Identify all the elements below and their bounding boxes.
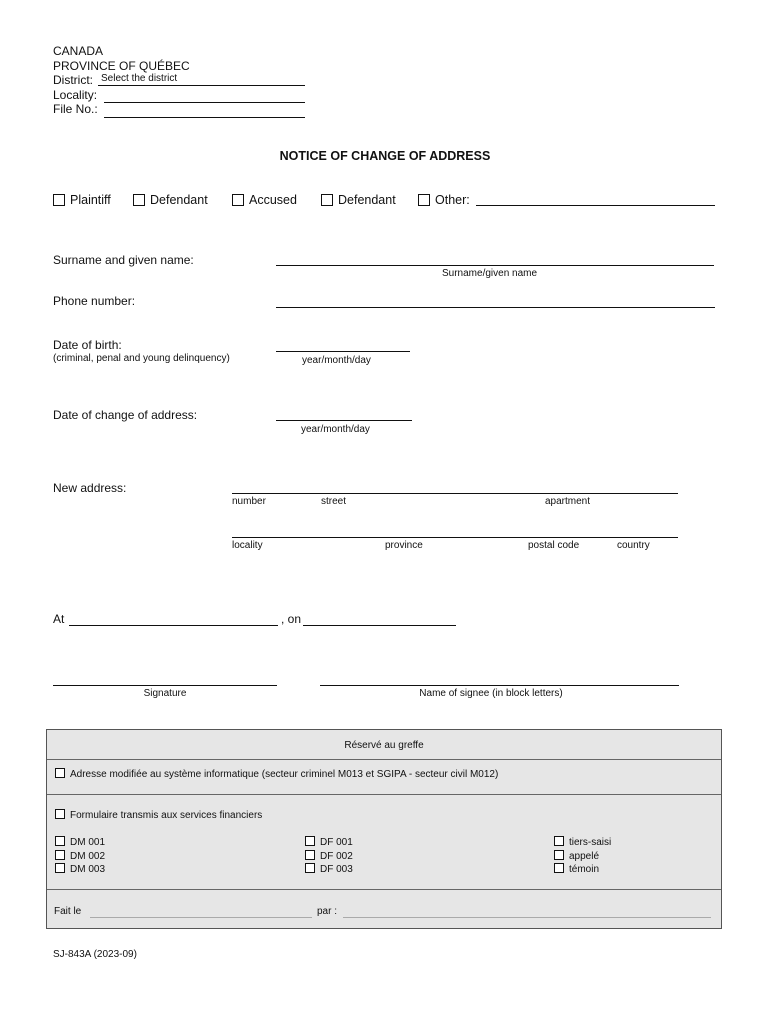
dob-label: Date of birth: [53,338,122,352]
addr-province-caption: province [385,540,423,551]
appele-label: appelé [569,850,600,862]
checkbox-icon [55,809,65,819]
df-001-label: DF 001 [320,837,353,848]
par-field[interactable] [343,905,711,918]
divider [47,759,721,760]
other-label: Other: [435,193,470,207]
checkbox-icon [133,194,145,206]
fait-le-label: Fait le [54,906,82,917]
defendant2-label: Defendant [338,193,396,207]
checkbox-icon [55,836,65,846]
checkbox-icon [321,194,333,206]
form-code: SJ-843A (2023-09) [53,949,137,960]
temoin-label: témoin [569,864,600,875]
tiers-saisi-checkbox[interactable] [554,836,611,850]
dm-column [55,836,105,877]
phone-field[interactable] [276,294,715,308]
tiers-saisi-label: tiers-saisi [569,837,612,848]
modified-label: Adresse modifiée au système informatique (secteur criminel M013 et SGIPA - secteur civil M012) [70,769,499,780]
appele-checkbox[interactable] [554,850,611,864]
plaintiff-label: Plaintiff [70,193,111,207]
addr-street-caption: street [321,496,347,507]
addr-locality-caption: locality [232,540,263,551]
registry-title: Réservé au greffe [344,740,424,751]
change-date-label: Date of change of address: [53,408,198,422]
checkbox-icon [55,850,65,860]
checkbox-icon [554,850,564,860]
df-002-checkbox[interactable] [305,850,353,864]
checkbox-icon [53,194,65,206]
other-field[interactable] [476,192,715,206]
df-column [305,836,353,877]
address-line2-field[interactable] [232,524,678,538]
df-003-checkbox[interactable] [305,863,353,877]
address-label: New address: [53,481,127,495]
other-checkbox[interactable] [418,193,470,207]
signee-name-field[interactable] [320,672,679,686]
addr-number-caption: number [232,496,266,507]
district-label: District: [53,73,93,87]
transmitted-checkbox[interactable] [55,809,262,821]
dm-002-label: DM 002 [70,850,106,862]
df-001-checkbox[interactable] [305,836,353,850]
par-label: par : [317,906,338,917]
defendant-label: Defendant [150,193,208,207]
fait-le-field[interactable] [90,905,312,918]
checkbox-icon [554,836,564,846]
at-label: At [53,612,65,626]
dob-field[interactable] [276,338,410,352]
file-number-field[interactable] [104,103,305,118]
change-date-field[interactable] [276,407,412,421]
dm-002-checkbox[interactable] [55,850,105,864]
checkbox-icon [554,863,564,873]
dob-caption: year/month/day [302,355,371,366]
signee-caption: Name of signee (in block letters) [419,688,563,699]
country-text: CANADA [53,44,104,58]
phone-label: Phone number: [53,294,136,308]
page-title: NOTICE OF CHANGE OF ADDRESS [279,149,491,163]
accused-checkbox[interactable] [232,193,297,207]
province-text: PROVINCE OF QUÉBEC [53,58,190,73]
district-select[interactable] [98,72,305,86]
checkbox-icon [305,836,315,846]
address-line1-field[interactable] [232,480,678,494]
accused-label: Accused [249,193,297,207]
on-label: , on [281,612,302,626]
transmitted-label: Formulaire transmis aux services financiers [70,810,263,821]
signature-field[interactable] [53,672,277,686]
file-label: File No.: [53,102,98,116]
df-002-label: DF 002 [320,850,353,862]
dob-sublabel: (criminal, penal and young delinquency) [53,353,230,364]
district-value: Select the district [101,73,178,84]
defendant2-checkbox[interactable] [321,193,396,207]
checkbox-icon [55,863,65,873]
role-column [554,836,611,877]
dm-003-checkbox[interactable] [55,863,105,877]
checkbox-icon [305,863,315,873]
dm-003-label: DM 003 [70,864,106,875]
temoin-checkbox[interactable] [554,863,611,877]
locality-field[interactable] [104,88,305,103]
plaintiff-checkbox[interactable] [53,193,111,207]
checkbox-icon [418,194,430,206]
addr-postal-caption: postal code [528,540,580,551]
addr-country-caption: country [617,540,650,551]
dm-001-checkbox[interactable] [55,836,105,850]
change-date-caption: year/month/day [301,424,370,435]
divider [47,794,721,795]
checkbox-icon [305,850,315,860]
divider [47,889,721,890]
place-field[interactable] [69,612,278,626]
df-003-label: DF 003 [320,864,353,875]
modified-checkbox[interactable] [55,768,498,780]
addr-apartment-caption: apartment [545,496,591,507]
checkbox-icon [55,768,65,778]
locality-label: Locality: [53,87,98,102]
dm-001-label: DM 001 [70,837,106,848]
name-field[interactable] [276,252,714,266]
defendant-checkbox[interactable] [133,193,208,207]
registry-box [46,729,722,929]
name-label: Surname and given name: [53,253,194,267]
name-caption: Surname/given name [442,268,538,279]
signature-caption: Signature [143,688,187,699]
signing-date-field[interactable] [303,612,456,626]
checkbox-icon [232,194,244,206]
